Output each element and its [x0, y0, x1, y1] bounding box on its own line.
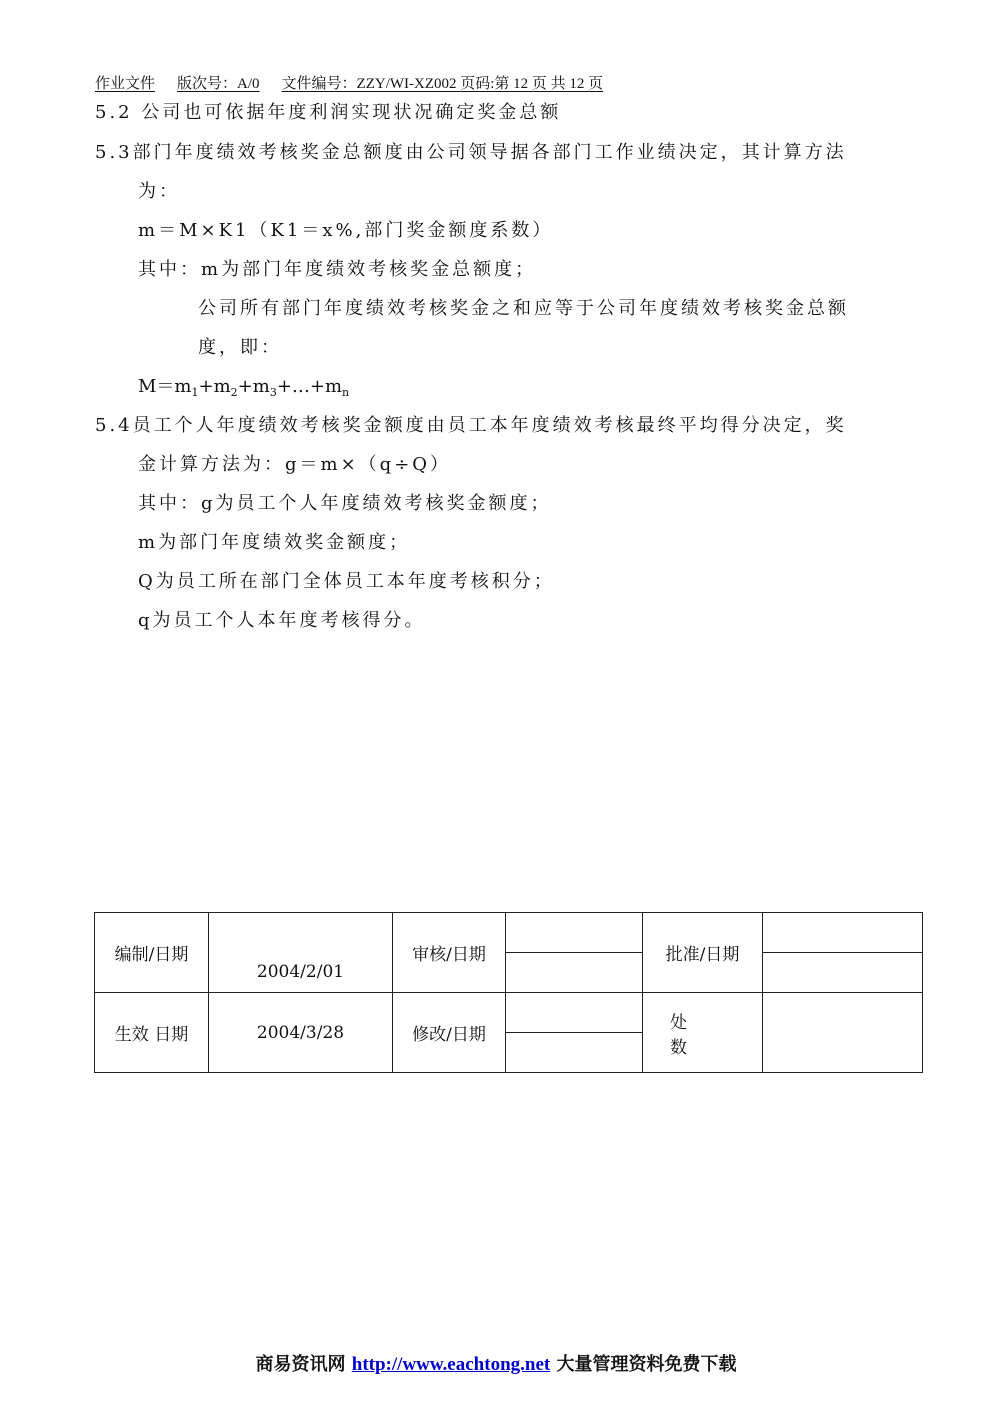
clause-5-2: 5.2 公司也可依据年度利润实现状况确定奖金总额	[95, 102, 562, 123]
signoff-table	[94, 912, 923, 1073]
revised-label: 修改/日期	[393, 993, 506, 1073]
doc-type: 作业文件	[95, 76, 156, 92]
revised-name	[506, 993, 643, 1033]
count-value	[763, 993, 923, 1073]
count-label: 处数	[643, 993, 763, 1073]
page-number: 页码:第 12 页 共 12 页	[460, 76, 604, 92]
employee-bonus-formula: 金计算方法为：g＝m×（q÷Q）	[138, 454, 452, 475]
version-number: 版次号：A/0	[177, 76, 260, 92]
site-tagline: 大量管理资料免费下载	[556, 1354, 737, 1375]
site-name: 商易资讯网	[255, 1354, 346, 1375]
prepared-label: 编制/日期	[95, 913, 209, 993]
effective-date: 2004/3/28	[209, 993, 393, 1073]
formula-definition-Q: Q为员工所在部门全体员工本年度考核积分；	[138, 571, 555, 592]
document-number: 文件编号：ZZY/WI-XZ002	[281, 76, 457, 92]
site-link[interactable]: http://www.eachtong.net	[351, 1354, 551, 1375]
formula-definition-m2: m为部门年度绩效奖金额度；	[138, 532, 411, 553]
site-footer	[0, 1350, 992, 1376]
department-bonus-formula: m＝M×K1（K1＝x%,部门奖金额度系数）	[138, 220, 554, 241]
clause-5-3-line1: 5.3部门年度绩效考核奖金总额度由公司领导据各部门工作业绩决定，其计算方法	[95, 142, 847, 163]
effective-label: 生效 日期	[95, 993, 209, 1073]
clause-5-4-line1: 5.4员工个人年度绩效考核奖金额度由员工本年度绩效考核最终平均得分决定，奖	[95, 415, 847, 436]
formula-definition-m: 其中：m为部门年度绩效考核奖金总额度；	[138, 259, 537, 280]
prepared-date: 2004/2/01	[209, 953, 393, 993]
reviewed-date	[506, 953, 643, 993]
approved-label: 批准/日期	[643, 913, 763, 993]
approved-date	[763, 953, 923, 993]
reviewed-label: 审核/日期	[393, 913, 506, 993]
formula-definition-q: q为员工个人本年度考核得分。	[138, 610, 426, 631]
reviewed-name	[506, 913, 643, 953]
revised-date	[506, 1033, 643, 1073]
clause-5-3-line2: 为：	[138, 181, 180, 202]
prepared-name	[209, 913, 393, 953]
total-bonus-note-line1: 公司所有部门年度绩效考核奖金之和应等于公司年度绩效考核奖金总额	[198, 298, 849, 319]
approved-name	[763, 913, 923, 953]
formula-definition-g: 其中：g为员工个人年度绩效考核奖金额度；	[138, 493, 552, 514]
sum-formula: $M=m_1+m_2+m_3+\dots+m_n$	[138, 376, 350, 399]
document-header	[95, 72, 603, 96]
total-bonus-note-line2: 度，即：	[198, 337, 282, 358]
